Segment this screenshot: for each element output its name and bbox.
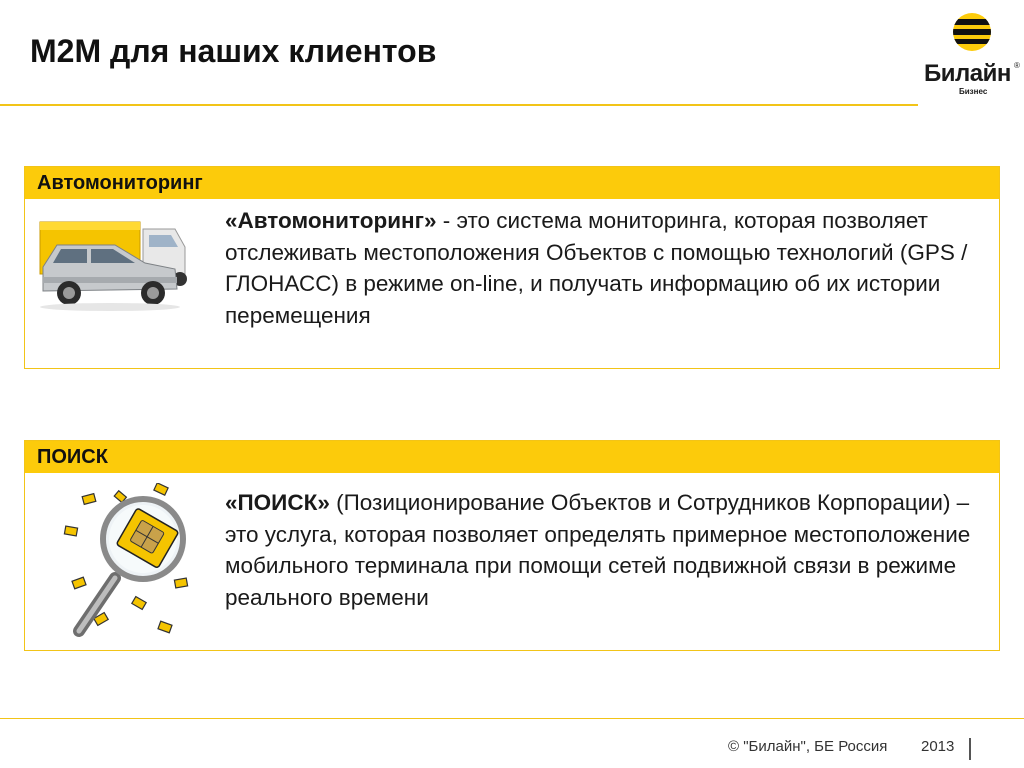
section-lead: «ПОИСК»: [225, 490, 330, 515]
page-title: M2M для наших клиентов: [30, 33, 437, 69]
section-description: [225, 487, 995, 613]
beeline-logo-icon: [922, 10, 1022, 60]
truck-and-car-icon: [35, 207, 215, 322]
footer-divider: [0, 718, 1024, 719]
section-description: [225, 205, 995, 331]
beeline-logo: [922, 10, 1022, 100]
section-heading: Автомониторинг: [25, 167, 999, 199]
section-search: [24, 440, 1000, 651]
logo-subtitle: Бизнес: [959, 87, 988, 96]
registered-mark: ®: [1014, 61, 1020, 70]
footer-year: 2013: [921, 738, 955, 755]
section-automonitoring: [24, 166, 1000, 369]
logo-wordmark: Билайн: [924, 60, 1011, 87]
section-heading: ПОИСК: [25, 441, 999, 473]
magnifier-sim-cards-icon: [55, 483, 215, 648]
footer-copyright: © "Билайн", БЕ Россия: [728, 738, 888, 755]
section-lead: «Автомониторинг»: [225, 208, 437, 233]
section-body: - это система мониторинга, которая позволяет отслеживать местоположения Объектов с помощью технологий (GPS / ГЛОНАСС) в режиме on-line, и получать информацию об их истории перемещения: [225, 208, 968, 328]
section-body: (Позиционирование Объектов и Сотрудников Корпорации) – это услуга, которая позволяет определять примерное местоположение мобильного терминала при помощи сетей подвижной связи в режиме реального времени: [225, 490, 971, 610]
footer-bar: [969, 738, 971, 760]
title-divider: [0, 104, 918, 106]
